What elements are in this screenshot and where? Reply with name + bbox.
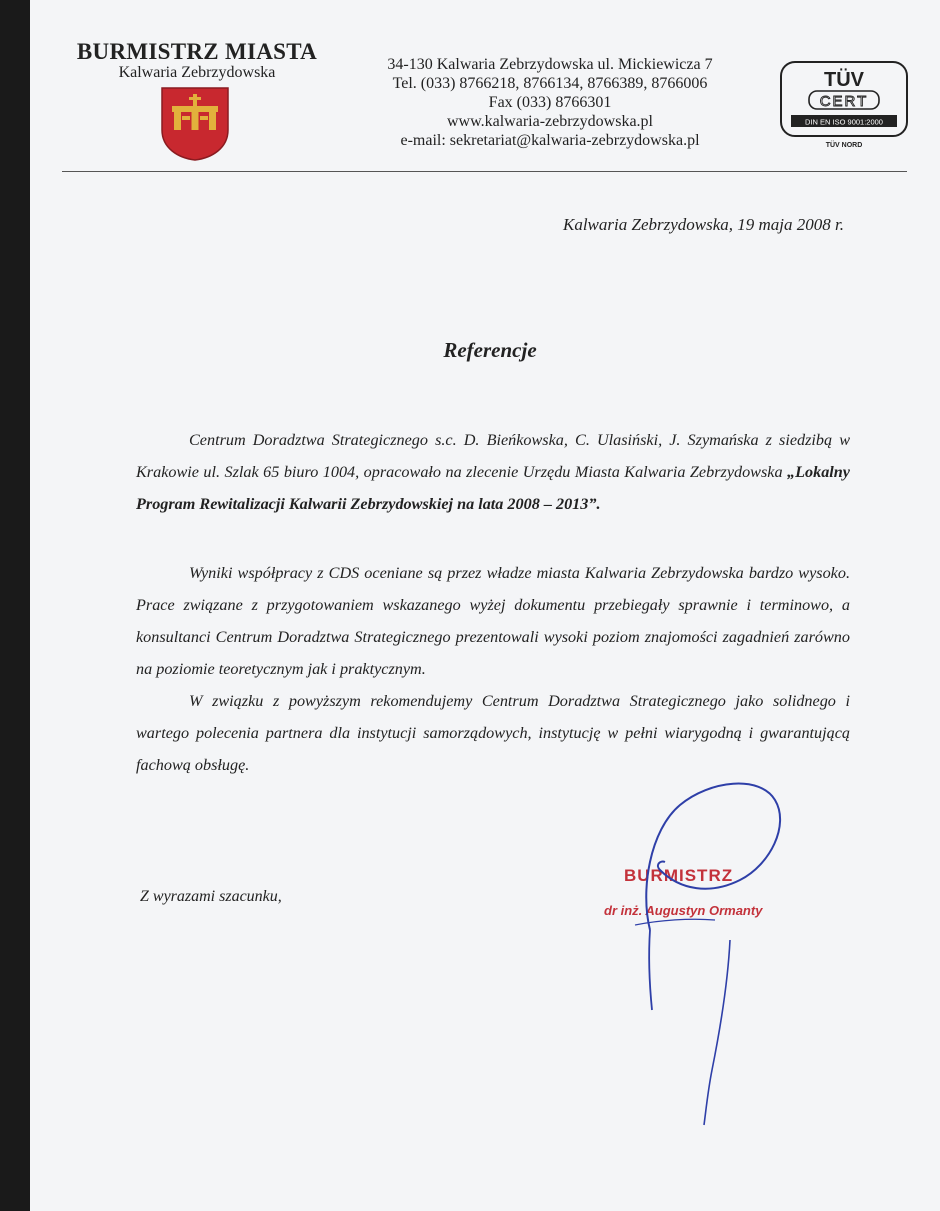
tuv-issuer: TÜV NORD [825,142,863,149]
stamp-name: dr inż. Augustyn Ormanty [604,903,763,918]
tuv-brand: TÜV [824,69,864,91]
paragraph-1 [136,424,850,520]
letterhead-organization [72,40,322,82]
program-name: „Lokalny Program Rewitalizacji Kalwarii Zebrzydowskiej na lata 2008 – 2013”. [136,463,850,513]
tuv-cert-logo-icon [779,60,909,150]
fax-line: Fax (033) 8766301 [488,94,612,111]
tuv-cert-word: CERT [819,93,869,110]
letterhead-contact [350,55,750,150]
paragraph-3: W związku z powyższym rekomendujemy Centrum Doradztwa Strategicznego jako solidnego i wartego polecenia partnera dla instytucji samorządowych, instytucję w pełni wiarygodną i gwarantującą fachową obsługę. [136,692,850,774]
tuv-standard: DIN EN ISO 9001:2000 [805,117,883,127]
handwritten-signature [600,770,800,1140]
paragraph-2: Wyniki współpracy z CDS oceniane są przez władze miasta Kalwaria Zebrzydowska bardzo wysoko. Prace związane z przygotowaniem wskazanego wyżej dokumentu przebiegały sprawnie i terminowo, a konsultanci Centrum Doradztwa Strategicznego prezentowali wysoki poziom znajomości zagadnień zarówno na poziomie teoretycznym jak i praktycznym. [136,564,850,678]
letter-title: Referencje [443,338,537,362]
closing-salutation: Z wyrazami szacunku, [140,888,282,905]
letter-date: Kalwaria Zebrzydowska, 19 maja 2008 r. [563,215,844,234]
paragraph-1-text: Centrum Doradztwa Strategicznego s.c. D. Bieńkowska, C. Ulasiński, J. Szymańska z siedzibą w Krakowie ul. Szlak 65 biuro 1004, opracowało na zlecenie Urzędu Miasta Kalwaria Zebrzydowska [136,431,850,481]
coat-of-arms-icon [160,86,230,162]
stamp-title: BURMISTRZ [624,866,734,885]
website-line: www.kalwaria-zebrzydowska.pl [447,113,653,130]
phone-line: Tel. (033) 8766218, 8766134, 8766389, 8766006 [392,75,708,92]
email-line: e-mail: sekretariat@kalwaria-zebrzydowska.pl [400,132,700,149]
org-title: BURMISTRZ MIASTA [76,39,318,64]
letterhead-divider [62,171,907,172]
address-line: 34-130 Kalwaria Zebrzydowska ul. Mickiewicza 7 [387,56,713,73]
org-subtitle: Kalwaria Zebrzydowska [118,64,276,81]
